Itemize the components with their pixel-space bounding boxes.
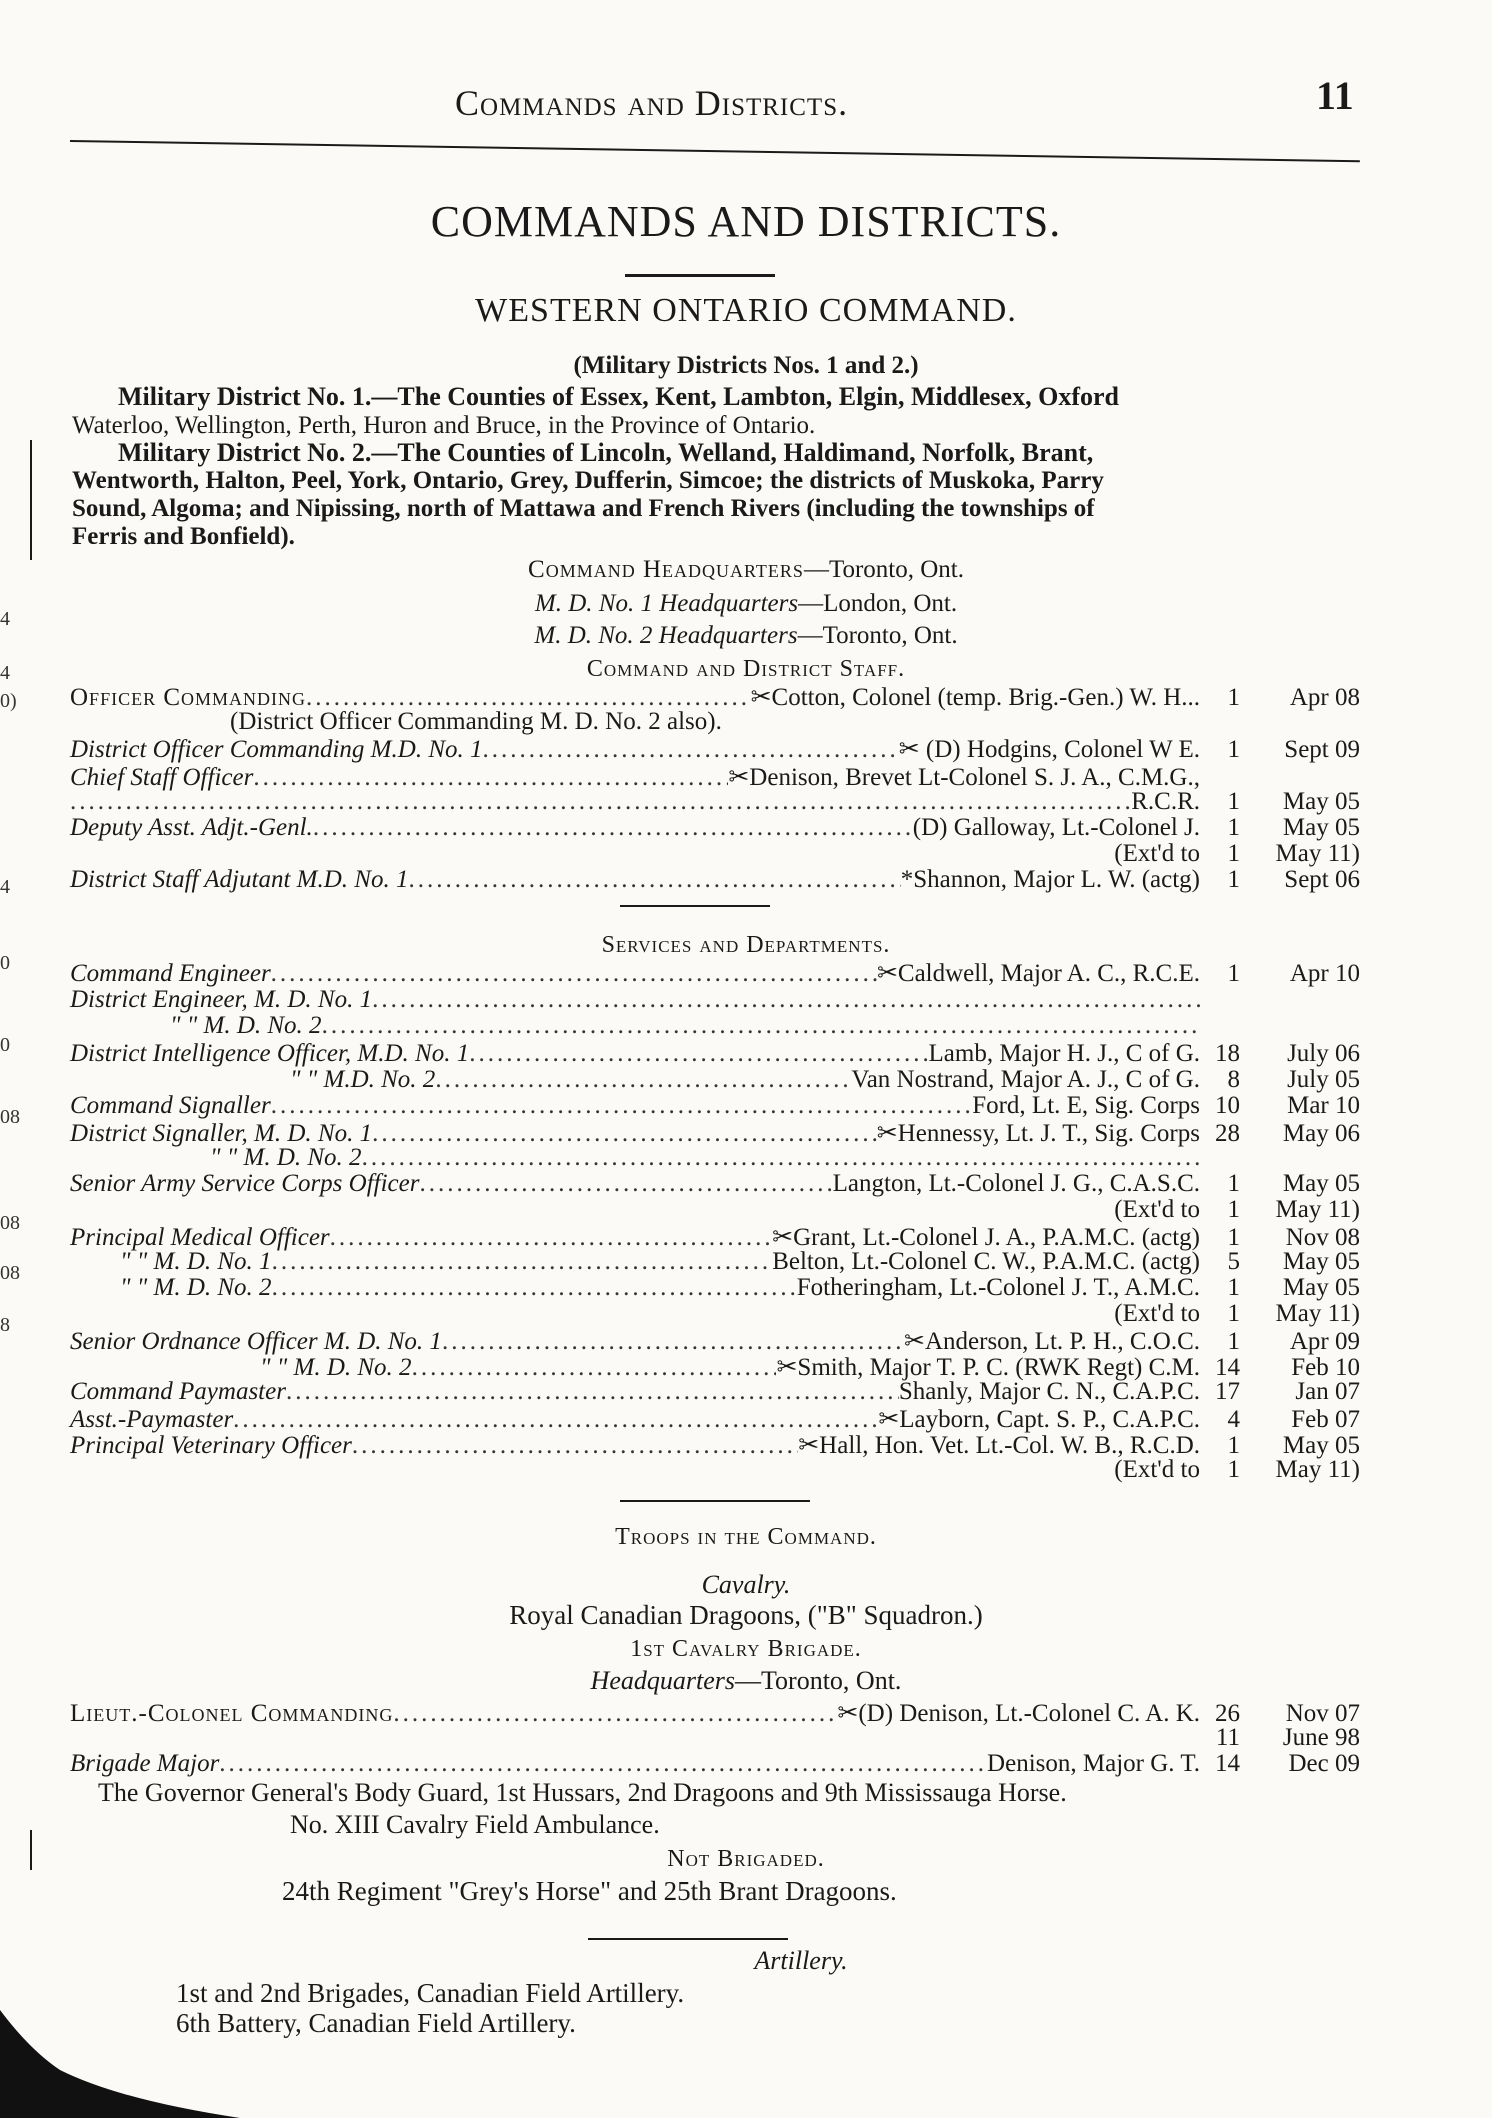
- services-heading: Services and Departments.: [601, 932, 891, 958]
- row-officer: (Ext'd to: [1114, 1196, 1200, 1223]
- row-label: District Officer Commanding M.D. No. 1: [70, 736, 483, 763]
- margin-mark: 4: [0, 662, 10, 684]
- cavalry-brigade: 1st Cavalry Brigade.: [630, 1636, 862, 1662]
- row-day: 5: [1227, 1248, 1240, 1275]
- row-label: " " M. D. No. 2: [120, 1274, 272, 1301]
- margin-mark: 0): [0, 690, 17, 712]
- service-row: [70, 1144, 1360, 1172]
- row-label: District Engineer, M. D. No. 1: [70, 986, 373, 1013]
- row-day: 1: [1227, 960, 1240, 987]
- row-officer: ✂Grant, Lt.-Colonel J. A., P.A.M.C. (actg): [772, 1224, 1200, 1251]
- row-officer: ✂(D) Denison, Lt.-Colonel C. A. K.: [837, 1700, 1200, 1727]
- page-number: 11: [1316, 73, 1354, 118]
- margin-mark: 0: [0, 952, 10, 974]
- row-day: 1: [1227, 840, 1240, 867]
- artillery-battery: 6th Battery, Canadian Field Artillery.: [176, 2008, 576, 2038]
- row-label: Senior Army Service Corps Officer: [70, 1170, 420, 1197]
- row-label: " " M. D. No. 1: [120, 1248, 272, 1275]
- hq-place: —Toronto, Ont.: [803, 556, 964, 583]
- title-divider: [625, 274, 775, 277]
- row-day: 1: [1227, 1300, 1240, 1327]
- artillery-brigades: 1st and 2nd Brigades, Canadian Field Artillery.: [176, 1978, 685, 2008]
- row-day: 1: [1227, 1274, 1240, 1301]
- staff-note: (District Officer Commanding M. D. No. 2 also).: [230, 708, 722, 735]
- row-day: 10: [1215, 1092, 1240, 1119]
- row-label: " " M. D. No. 2: [170, 1012, 322, 1039]
- row-officer: (Ext'd to: [1114, 840, 1200, 867]
- row-day: 1: [1227, 1432, 1240, 1459]
- row-label: Officer Commanding: [70, 684, 306, 711]
- row-date: May 11): [1275, 840, 1360, 867]
- margin-line: [30, 440, 32, 560]
- not-brigaded-heading: Not Brigaded.: [667, 1846, 825, 1872]
- row-label: " " M. D. No. 2: [210, 1144, 362, 1171]
- hq-place: —Toronto, Ont.: [734, 1666, 902, 1695]
- service-row: [70, 1456, 1360, 1484]
- row-date: Sept 06: [1284, 866, 1360, 893]
- margin-mark: 8: [0, 1314, 10, 1336]
- service-row: [70, 1404, 1360, 1432]
- troops-heading: Troops in the Command.: [615, 1524, 877, 1550]
- row-officer: ✂Denison, Brevet Lt-Colonel S. J. A., C.M.G.,: [728, 764, 1200, 791]
- row-day: 1: [1227, 788, 1240, 815]
- command-headquarters: [0, 556, 1492, 584]
- row-date: Feb 07: [1291, 1406, 1360, 1433]
- row-officer: ✂Smith, Major T. P. C. (RWK Regt) C.M.: [776, 1354, 1200, 1381]
- row-officer: ✂Hennessy, Lt. J. T., Sig. Corps: [876, 1120, 1200, 1147]
- row-label: Asst.-Paymaster: [70, 1406, 234, 1433]
- row-date: Feb 10: [1291, 1354, 1360, 1381]
- service-row: [70, 958, 1360, 986]
- cavalry-row: [70, 1750, 1360, 1778]
- row-date: May 11): [1275, 1300, 1360, 1327]
- service-row: [70, 1196, 1360, 1224]
- row-label: Deputy Asst. Adjt.-Genl.: [70, 814, 313, 841]
- row-day: 18: [1215, 1040, 1240, 1067]
- row-label: " " M. D. No. 2: [260, 1354, 412, 1381]
- district-line: Wentworth, Halton, Peel, York, Ontario, Grey, Dufferin, Simcoe; the districts of Muskoka, Parry: [72, 467, 1104, 494]
- row-officer: ✂Layborn, Capt. S. P., C.A.P.C.: [878, 1406, 1200, 1433]
- service-row: [70, 1378, 1360, 1406]
- row-officer: Lamb, Major H. J., C of G.: [928, 1040, 1200, 1067]
- row-date: Mar 10: [1287, 1092, 1360, 1119]
- staff-row: [70, 682, 1360, 710]
- row-day: 11: [1215, 1724, 1240, 1751]
- md2-headquarters: [0, 622, 1492, 650]
- row-date: May 05: [1282, 1248, 1360, 1275]
- hq-label: M. D. No. 1 Headquarters: [534, 590, 799, 617]
- not-brigaded-units: 24th Regiment "Grey's Horse" and 25th Brant Dragoons.: [282, 1876, 897, 1906]
- staff-row: [70, 840, 1360, 868]
- row-day: 1: [1227, 1224, 1240, 1251]
- row-label: Senior Ordnance Officer M. D. No. 1: [70, 1328, 442, 1355]
- row-day: 28: [1215, 1120, 1240, 1147]
- service-row: [70, 1248, 1360, 1276]
- row-day: 8: [1227, 1066, 1240, 1093]
- district-line: Military District No. 2.—The Counties of Lincoln, Welland, Haldimand, Norfolk, Brant,: [118, 438, 1094, 467]
- district-line: Waterloo, Wellington, Perth, Huron and Bruce, in the Province of Ontario.: [72, 412, 816, 439]
- row-day: 14: [1215, 1354, 1240, 1381]
- service-row: [70, 1274, 1360, 1302]
- row-officer: Fotheringham, Lt.-Colonel J. T., A.M.C.: [796, 1274, 1200, 1301]
- row-officer: R.C.R.: [1131, 788, 1200, 815]
- row-officer: (Ext'd to: [1114, 1300, 1200, 1327]
- service-row: [70, 1352, 1360, 1380]
- service-row: [70, 1222, 1360, 1250]
- service-row: [70, 1170, 1360, 1198]
- row-officer: ✂Caldwell, Major A. C., R.C.E.: [876, 960, 1200, 987]
- row-officer: Shanly, Major C. N., C.A.P.C.: [898, 1378, 1200, 1405]
- row-date: Dec 09: [1288, 1750, 1360, 1777]
- service-row: [70, 1040, 1360, 1068]
- running-title: Commands and Districts.: [455, 83, 849, 123]
- service-row: [70, 1300, 1360, 1328]
- row-day: 17: [1215, 1378, 1240, 1405]
- artillery-heading: Artillery.: [754, 1946, 848, 1975]
- staff-row: [70, 734, 1360, 762]
- cavalry-units: The Governor General's Body Guard, 1st Hussars, 2nd Dragoons and 9th Mississauga Horse.: [98, 1778, 1067, 1807]
- row-day: 1: [1227, 736, 1240, 763]
- row-date: May 11): [1275, 1456, 1360, 1483]
- row-date: Apr 08: [1289, 684, 1360, 711]
- margin-mark: 08: [0, 1262, 20, 1284]
- row-label: Brigade Major: [70, 1750, 220, 1777]
- row-officer: ✂Cotton, Colonel (temp. Brig.-Gen.) W. H...: [750, 684, 1200, 711]
- command-title: WESTERN ONTARIO COMMAND.: [475, 292, 1017, 329]
- service-row: [70, 986, 1360, 1014]
- service-row: [70, 1066, 1360, 1094]
- row-date: May 05: [1282, 1170, 1360, 1197]
- cavalry-row: [70, 1724, 1360, 1752]
- row-day: 1: [1227, 1196, 1240, 1223]
- main-title: COMMANDS AND DISTRICTS.: [430, 197, 1062, 246]
- margin-mark: 4: [0, 608, 10, 630]
- row-label: " " M.D. No. 2: [290, 1066, 436, 1093]
- row-day: 1: [1227, 1170, 1240, 1197]
- row-officer: ✂Anderson, Lt. P. H., C.O.C.: [904, 1328, 1200, 1355]
- district-line: Military District No. 1.—The Counties of Essex, Kent, Lambton, Elgin, Middlesex, Oxford: [118, 382, 1119, 411]
- row-label: Lieut.-Colonel Commanding: [70, 1700, 394, 1727]
- row-label: Command Engineer: [70, 960, 271, 987]
- cavalry-row: [70, 1698, 1360, 1726]
- service-row: [70, 1118, 1360, 1146]
- staff-heading: Command and District Staff.: [586, 656, 906, 682]
- row-officer: *Shannon, Major L. W. (actg): [900, 866, 1200, 893]
- staff-row: [70, 866, 1360, 894]
- row-officer: (Ext'd to: [1114, 1456, 1200, 1483]
- cavalry-heading: Cavalry.: [701, 1570, 791, 1599]
- staff-row: [70, 814, 1360, 842]
- row-officer: (D) Galloway, Lt.-Colonel J.: [912, 814, 1200, 841]
- section-divider: [620, 1500, 810, 1502]
- row-date: May 05: [1282, 814, 1360, 841]
- row-date: May 05: [1282, 788, 1360, 815]
- service-row: [70, 1326, 1360, 1354]
- row-date: May 05: [1282, 1274, 1360, 1301]
- row-date: Nov 07: [1285, 1700, 1360, 1727]
- row-label: Chief Staff Officer: [70, 764, 254, 791]
- row-date: July 06: [1287, 1040, 1360, 1067]
- margin-mark: 08: [0, 1106, 20, 1128]
- cavalry-headquarters: [0, 1666, 1492, 1696]
- row-label: District Staff Adjutant M.D. No. 1: [70, 866, 409, 893]
- hq-place: —London, Ont.: [798, 590, 958, 617]
- row-label: Principal Medical Officer: [70, 1224, 330, 1251]
- margin-line: [30, 1830, 32, 1870]
- row-date: Jan 07: [1295, 1378, 1360, 1405]
- row-label: Principal Veterinary Officer: [70, 1432, 352, 1459]
- margin-mark: 0: [0, 1034, 10, 1056]
- row-date: Nov 08: [1285, 1224, 1360, 1251]
- cavalry-field-ambulance: No. XIII Cavalry Field Ambulance.: [290, 1810, 660, 1839]
- service-row: [70, 1092, 1360, 1120]
- binding-shadow: [0, 1990, 240, 2118]
- row-day: 1: [1227, 1328, 1240, 1355]
- header-rule: [70, 140, 1360, 162]
- staff-row: [70, 788, 1360, 816]
- row-label: District Intelligence Officer, M.D. No. 1: [70, 1040, 470, 1067]
- md1-headquarters: [0, 590, 1492, 618]
- service-row: [70, 1430, 1360, 1458]
- margin-mark: 08: [0, 1212, 20, 1234]
- row-date: Apr 10: [1289, 960, 1360, 987]
- section-divider: [620, 905, 770, 907]
- district-line: Sound, Algoma; and Nipissing, north of Mattawa and French Rivers (including the townships of: [72, 495, 1095, 522]
- row-officer: Van Nostrand, Major A. J., C of G.: [851, 1066, 1200, 1093]
- row-day: 14: [1215, 1750, 1240, 1777]
- section-divider: [588, 1938, 788, 1940]
- row-date: Sept 09: [1284, 736, 1360, 763]
- row-officer: Belton, Lt.-Colonel C. W., P.A.M.C. (actg): [772, 1248, 1200, 1275]
- row-date: May 06: [1282, 1120, 1360, 1147]
- royal-dragoons: Royal Canadian Dragoons, ("B" Squadron.): [509, 1600, 983, 1630]
- hq-label: Headquarters: [590, 1666, 735, 1695]
- subtitle: (Military Districts Nos. 1 and 2.): [573, 352, 919, 379]
- row-label: District Signaller, M. D. No. 1: [70, 1120, 373, 1147]
- row-day: 4: [1227, 1406, 1240, 1433]
- hq-label: M. D. No. 2 Headquarters: [534, 622, 798, 649]
- hq-label: Command Headquarters: [528, 556, 804, 583]
- row-date: May 11): [1275, 1196, 1360, 1223]
- district-line: Ferris and Bonfield).: [72, 523, 295, 550]
- row-officer: Denison, Major G. T.: [987, 1750, 1200, 1777]
- row-day: 1: [1227, 684, 1240, 711]
- row-label: Command Signaller: [70, 1092, 271, 1119]
- row-officer: ✂ (D) Hodgins, Colonel W E.: [898, 736, 1200, 763]
- row-date: Apr 09: [1289, 1328, 1360, 1355]
- row-date: June 98: [1282, 1724, 1360, 1751]
- row-officer: Langton, Lt.-Colonel J. G., C.A.S.C.: [832, 1170, 1200, 1197]
- row-day: 1: [1227, 814, 1240, 841]
- hq-place: —Toronto, Ont.: [797, 622, 958, 649]
- row-day: 1: [1227, 866, 1240, 893]
- service-row: [70, 1012, 1360, 1040]
- row-date: July 05: [1287, 1066, 1360, 1093]
- row-label: Command Paymaster: [70, 1378, 286, 1405]
- margin-mark: 4: [0, 876, 10, 898]
- row-day: 26: [1215, 1700, 1240, 1727]
- row-officer: ✂Hall, Hon. Vet. Lt.-Col. W. B., R.C.D.: [798, 1432, 1200, 1459]
- row-day: 1: [1227, 1456, 1240, 1483]
- row-officer: Ford, Lt. E, Sig. Corps: [972, 1092, 1200, 1119]
- row-date: May 05: [1282, 1432, 1360, 1459]
- staff-row: [70, 762, 1360, 790]
